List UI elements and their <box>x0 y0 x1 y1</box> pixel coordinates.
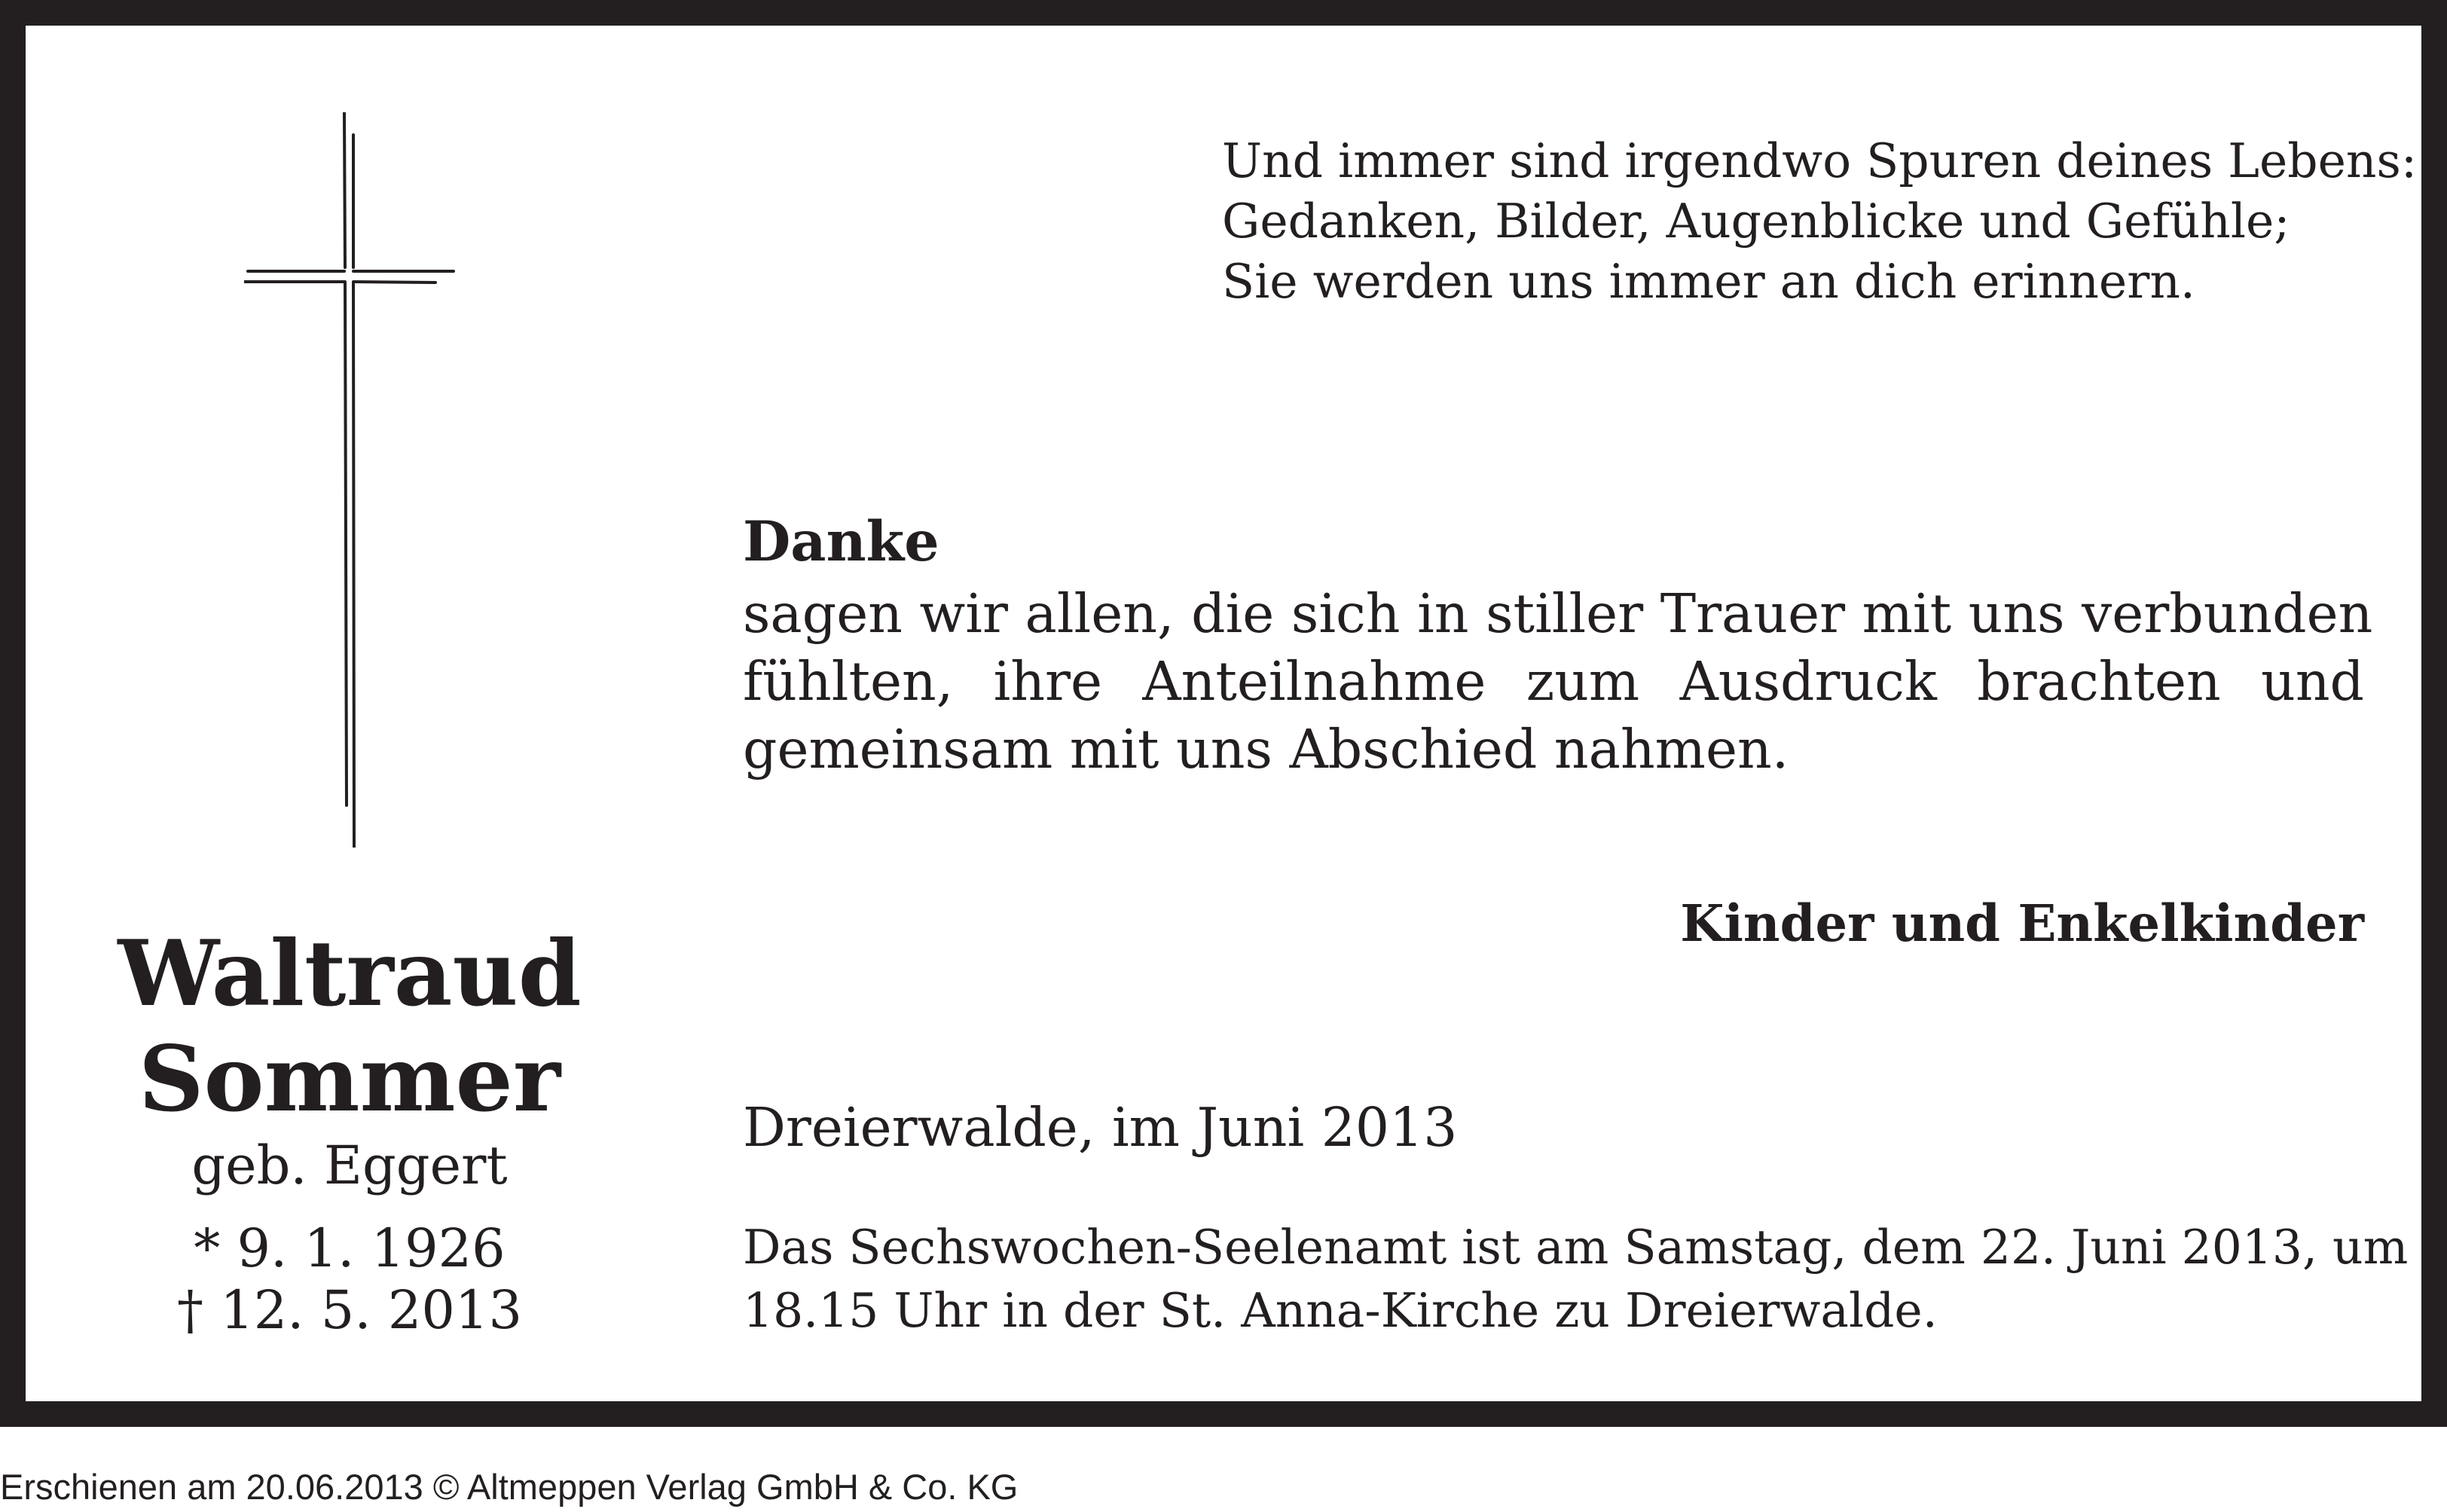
death-date: † 12. 5. 2013 <box>176 1279 522 1341</box>
deceased-last-name: Sommer <box>138 1026 561 1132</box>
poem <box>1222 131 2417 312</box>
poem-line: Und immer sind irgendwo Spuren deines Lebens: <box>1222 133 2418 188</box>
thanks-line: gemeinsam mit uns Abschied nahmen. <box>743 718 1789 780</box>
thanks-text <box>743 580 2373 783</box>
poem-line: Gedanken, Bilder, Augenblicke und Gefühle; <box>1222 194 2290 249</box>
notice-line: Das Sechswochen-Seelenamt ist am Samstag, dem 22. Juni 2013, um <box>743 1220 2409 1275</box>
memorial-service-notice <box>743 1216 2409 1342</box>
place-date: Dreierwalde, im Juni 2013 <box>743 1096 1458 1159</box>
deceased-first-name: Waltraud <box>118 921 582 1027</box>
cross-icon <box>244 112 455 848</box>
thanks-line: sagen wir allen, die sich in stiller Trauer mit uns verbunden <box>743 582 2373 645</box>
birth-date: * 9. 1. 1926 <box>194 1217 506 1279</box>
poem-line: Sie werden uns immer an dich erinnern. <box>1222 254 2195 309</box>
signature: Kinder und Enkelkinder <box>1680 893 2364 953</box>
publication-footer: Erschienen am 20.06.2013 © Altmeppen Verlag GmbH & Co. KG <box>0 1467 1019 1507</box>
thanks-line: fühlten, ihre Anteilnahme zum Ausdruck brachten und <box>743 650 2364 713</box>
thanks-heading: Danke <box>743 509 939 574</box>
deceased-maiden-name: geb. Eggert <box>191 1135 508 1196</box>
notice-line: 18.15 Uhr in der St. Anna-Kirche zu Dreierwalde. <box>743 1283 1938 1338</box>
